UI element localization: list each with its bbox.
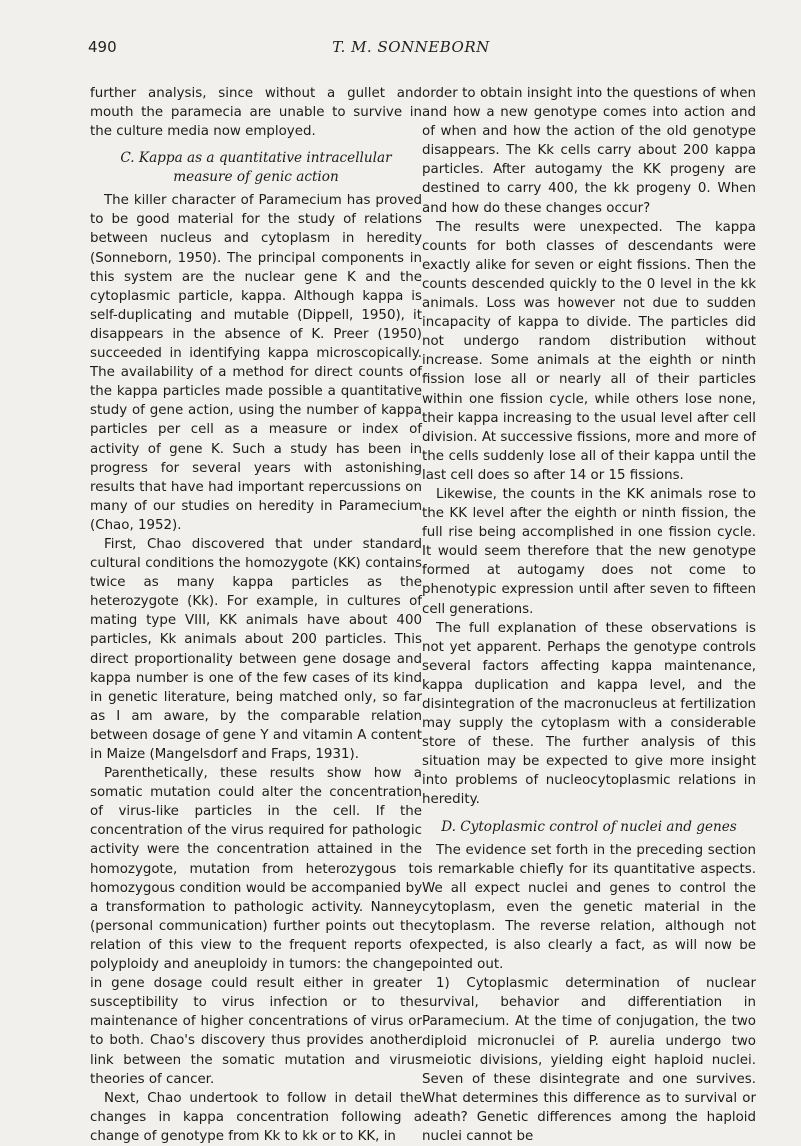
paragraph: further analysis, since without a gullet and mouth the paramecia are unable to survive in the culture media now employed. (90, 86, 422, 140)
page-header (88, 38, 734, 62)
left-column (90, 84, 422, 1146)
paragraph: First, Chao discovered that under standard cultural conditions the homozygote (KK) contains twice as many kappa particles as the heterozygote (Kk). For example, in cultures of mating type VIII, KK animals have about 400 particles, Kk animals about 200 particles. This direct proportionality between gene dosage and kappa number is one of the few cases of its kind in genetic literature, being matched only, so far as I am aware, by the comparable relation between dosage of gene Y and vitamin A content in Maize (Mangelsdorf and Fraps, 1931). (90, 536, 422, 762)
paragraph: The full explanation of these observations is not yet apparent. Perhaps the genotype controls several factors affecting kappa maintenance, kappa duplication and kappa level, and the disintegration of the macronucleus at fertilization may supply the cytoplasm with a considerable store of these. The further analysis of this situation may be expected to give more insight into problems of nucleocytoplasmic relations in heredity. (422, 620, 756, 808)
paragraph: Likewise, the counts in the KK animals rose to the KK level after the eighth or ninth fission, the full rise being accomplished in one fission cycle. It would seem therefore that the new genotype formed at autogamy does not come to phenotypic expression until after seven to fifteen cell generations. (422, 486, 756, 617)
paragraph: 1) Cytoplasmic determination of nuclear survival, behavior and differentiation in Paramecium. At the time of conjugation, the two diploid micronuclei of P. aurelia undergo two meiotic divisions, yielding eight haploid nuclei. Seven of these disintegrate and one survives. What determines this difference as to survival or death? Genetic differences among the haploid nuclei cannot be (422, 976, 756, 1144)
paragraph: Parenthetically, these results show how a somatic mutation could alter the concentration of virus-like particles in the cell. If the concentration of the virus required for pathologic activity were the concentration attained in the homozygote, mutation from heterozygous to homozygous condition would be accompanied by a transformation to pathologic activity. Nanney (personal communication) further points out the relation of this view to the frequent reports of polyploidy and aneuploidy in tumors: the change in gene dosage could result either in greater susceptibility to virus infection or to the maintenance of higher concentrations of virus or to both. Chao's discovery thus provides another link between the somatic mutation and virus theories of cancer. (90, 766, 422, 1087)
section-heading: D. Cytoplasmic control of nuclei and genes (441, 818, 737, 835)
paragraph: The results were unexpected. The kappa counts for both classes of descendants were exactly alike for seven or eight fissions. Then the counts descended quickly to the 0 level in the kk animals. Loss was however not due to sudden incapacity of kappa to divide. The particles did not undergo random distribution without increase. Some animals at the eighth or ninth fission lose all or nearly all of their particles within one fission cycle, while others lose none, their kappa increasing to the usual level after cell division. At successive fissions, more and more of the cells suddenly lose all of their kappa until the last cell does so after 14 or 15 fissions. (422, 219, 756, 483)
right-column (422, 84, 756, 1146)
paragraph: Next, Chao undertook to follow in detail the changes in kappa concentration following a change of genotype from Kk to kk or to KK, in (90, 1090, 422, 1144)
page-number: 490 (88, 38, 117, 56)
running-title: T. M. SONNEBORN (332, 38, 490, 56)
paragraph: order to obtain insight into the questions of when and how a new genotype comes into action and of when and how the action of the old genotype disappears. The Kk cells carry about 200 kappa particles. After autogamy the KK progeny are destined to carry 400, the kk progeny 0. When and how do these changes occur? (422, 86, 756, 216)
section-heading: C. Kappa as a quantitative intracellular measure of genic action (120, 150, 392, 186)
paragraph: The killer character of Paramecium has proved to be good material for the study of relations between nucleus and cytoplasm in heredity (Sonneborn, 1950). The principal components in this system are the nuclear gene K and the cytoplasmic particle, kappa. Although kappa is self-duplicating and mutable (Dippell, 1950), it disappears in the absence of K. Preer (1950) succeeded in identifying kappa microscopically. The availability of a method for direct counts of the kappa particles made possible a quantitative study of gene action, using the number of kappa particles per cell as a measure or index of activity of gene K. Such a study has been in progress for several years with astonishing results that have had important repercussions on many of our studies on heredity in Paramecium (Chao, 1952). (90, 193, 422, 533)
paragraph: The evidence set forth in the preceding section is remarkable chiefly for its quantitative aspects. We all expect nuclei and genes to control the cytoplasm, even the genetic material in the cytoplasm. The reverse relation, although not expected, is also clearly a fact, as will now be pointed out. (422, 842, 756, 973)
